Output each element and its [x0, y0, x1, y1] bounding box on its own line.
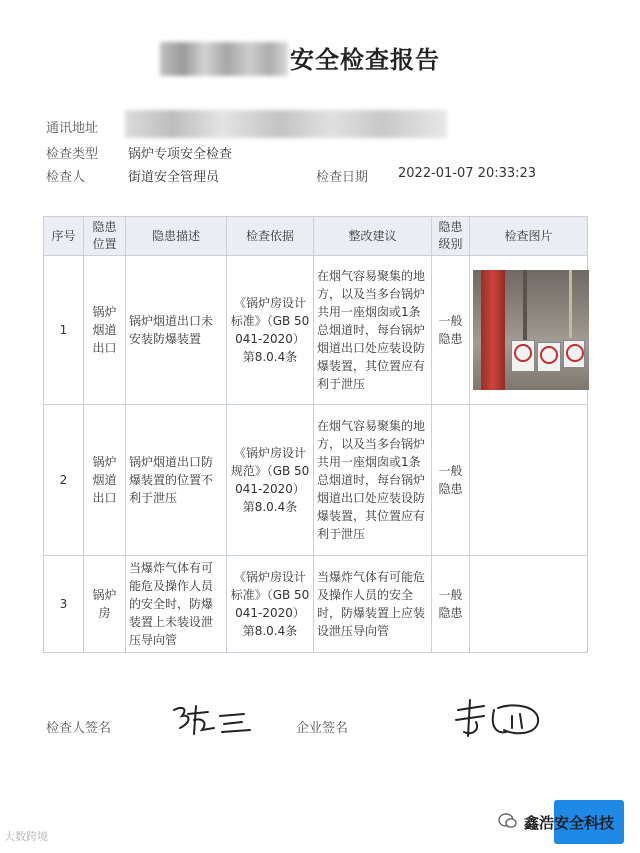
wechat-icon	[498, 811, 518, 831]
inspector-signature	[168, 700, 260, 744]
inspection-type-label: 检查类型	[46, 147, 99, 162]
cell-no: 1	[44, 256, 84, 405]
table-header-row	[44, 217, 588, 256]
inspector-label: 检查人	[46, 170, 86, 185]
cell-photo	[470, 405, 588, 556]
redacted-address	[125, 110, 447, 138]
header-level-text: 隐患 级别	[438, 220, 463, 251]
header-no: 序号	[44, 217, 84, 256]
cell-location: 锅炉房	[84, 556, 126, 653]
redacted-company-name	[160, 42, 288, 76]
inspection-type-value: 锅炉专项安全检查	[128, 147, 233, 162]
inspector-signature-label: 检查人签名	[46, 721, 112, 736]
photo-pipe	[523, 270, 527, 340]
cell-photo	[470, 256, 588, 405]
company-signature	[450, 696, 550, 744]
header-location	[84, 217, 126, 256]
watermark: 大数跨境	[4, 830, 48, 843]
photo-pipe-2	[569, 270, 572, 338]
cell-basis: 《锅炉房设计标准》（GB 50041-2020）第8.0.4条	[227, 256, 314, 405]
photo-pillar	[481, 270, 505, 390]
cell-basis: 《锅炉房设计规范》（GB 50041-2020）第8.0.4条	[227, 405, 314, 556]
cell-suggestion: 在烟气容易聚集的地方，以及当多台锅炉共用一座烟囱或1条总烟道时，每台锅炉烟道出口处应装设防爆装置，其位置应有利于泄压	[314, 256, 432, 405]
inspection-date-value: 2022-01-07 20:33:23	[398, 166, 537, 181]
header-photo: 检查图片	[470, 217, 588, 256]
cell-basis: 《锅炉房设计标准》（GB 50041-2020）第8.0.4条	[227, 556, 314, 653]
cell-location: 锅炉烟道出口	[84, 256, 126, 405]
cell-description: 锅炉烟道出口未安装防爆装置	[126, 256, 227, 405]
warning-sign-icon	[563, 340, 585, 368]
report-header	[0, 34, 640, 78]
address-label: 通讯地址	[46, 121, 99, 136]
cell-level: 一般隐患	[432, 256, 470, 405]
cell-suggestion: 在烟气容易聚集的地方，以及当多台锅炉共用一座烟囱或1条总烟道时，每台锅炉烟道出口处应装设防爆装置，其位置应有利于泄压	[314, 405, 432, 556]
warning-sign-icon	[511, 340, 535, 372]
cell-location: 锅炉烟道出口	[84, 405, 126, 556]
inspection-date-label: 检查日期	[316, 170, 369, 185]
brand-name: 鑫浩安全科技	[524, 814, 615, 832]
cell-level: 一般隐患	[432, 556, 470, 653]
inspector-value: 街道安全管理员	[128, 170, 220, 185]
cell-level: 一般隐患	[432, 405, 470, 556]
cell-no: 3	[44, 556, 84, 653]
table-row	[44, 256, 588, 405]
header-location-text: 隐患 位置	[92, 220, 117, 251]
cell-photo	[470, 556, 588, 653]
report-title: 安全检查报告	[290, 46, 440, 74]
hazard-table	[43, 216, 588, 653]
company-signature-label: 企业签名	[296, 721, 349, 736]
table-row	[44, 405, 588, 556]
header-description: 隐患描述	[126, 217, 227, 256]
warning-sign-icon	[537, 342, 561, 372]
cell-no: 2	[44, 405, 84, 556]
cell-description: 当爆炸气体有可能危及操作人员的安全时，防爆装置上未装设泄压导向管	[126, 556, 227, 653]
header-suggestion: 整改建议	[314, 217, 432, 256]
cell-suggestion: 当爆炸气体有可能危及操作人员的安全时，防爆装置上应装设泄压导向管	[314, 556, 432, 653]
header-basis: 检查依据	[227, 217, 314, 256]
cell-description: 锅炉烟道出口防爆装置的位置不利于泄压	[126, 405, 227, 556]
inspection-photo[interactable]	[473, 270, 589, 390]
table-row	[44, 556, 588, 653]
header-level	[432, 217, 470, 256]
